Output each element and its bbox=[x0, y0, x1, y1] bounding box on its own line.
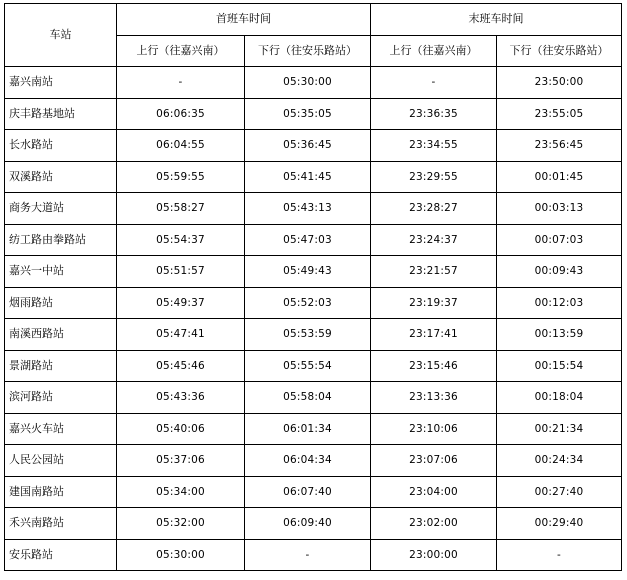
table-row bbox=[5, 256, 622, 288]
cell-last-up: 23:07:06 bbox=[371, 445, 497, 477]
cell-first-up: 05:54:37 bbox=[117, 224, 245, 256]
cell-first-up: 05:49:37 bbox=[117, 287, 245, 319]
table-row bbox=[5, 508, 622, 540]
cell-first-up: 05:45:46 bbox=[117, 350, 245, 382]
cell-last-down: 00:29:40 bbox=[497, 508, 622, 540]
cell-first-down: - bbox=[245, 539, 371, 571]
cell-station: 安乐路站 bbox=[5, 539, 117, 571]
cell-first-up: - bbox=[117, 67, 245, 99]
cell-last-up: 23:21:57 bbox=[371, 256, 497, 288]
cell-station: 嘉兴一中站 bbox=[5, 256, 117, 288]
cell-last-down: 00:12:03 bbox=[497, 287, 622, 319]
cell-first-up: 05:43:36 bbox=[117, 382, 245, 414]
cell-station: 烟雨路站 bbox=[5, 287, 117, 319]
cell-last-down: 23:50:00 bbox=[497, 67, 622, 99]
cell-first-down: 06:01:34 bbox=[245, 413, 371, 445]
cell-last-up: 23:29:55 bbox=[371, 161, 497, 193]
cell-first-down: 05:53:59 bbox=[245, 319, 371, 351]
table-row bbox=[5, 224, 622, 256]
cell-last-down: 00:09:43 bbox=[497, 256, 622, 288]
header-last-train: 末班车时间 bbox=[371, 4, 622, 36]
header-row-top bbox=[5, 4, 622, 36]
table-row bbox=[5, 130, 622, 162]
cell-first-up: 05:51:57 bbox=[117, 256, 245, 288]
cell-last-down: 00:15:54 bbox=[497, 350, 622, 382]
header-last-up: 上行（往嘉兴南） bbox=[371, 35, 497, 67]
cell-first-down: 06:04:34 bbox=[245, 445, 371, 477]
cell-last-up: 23:17:41 bbox=[371, 319, 497, 351]
cell-last-up: 23:00:00 bbox=[371, 539, 497, 571]
cell-first-up: 05:59:55 bbox=[117, 161, 245, 193]
cell-last-up: 23:13:36 bbox=[371, 382, 497, 414]
table-row bbox=[5, 445, 622, 477]
table-row bbox=[5, 98, 622, 130]
cell-last-down: 00:27:40 bbox=[497, 476, 622, 508]
cell-last-down: 00:18:04 bbox=[497, 382, 622, 414]
cell-last-up: 23:10:06 bbox=[371, 413, 497, 445]
table-row bbox=[5, 287, 622, 319]
cell-last-down: 00:03:13 bbox=[497, 193, 622, 225]
cell-first-down: 06:07:40 bbox=[245, 476, 371, 508]
cell-last-down: 00:07:03 bbox=[497, 224, 622, 256]
cell-first-up: 05:37:06 bbox=[117, 445, 245, 477]
cell-station: 庆丰路基地站 bbox=[5, 98, 117, 130]
cell-station: 纺工路由拳路站 bbox=[5, 224, 117, 256]
cell-last-up: 23:15:46 bbox=[371, 350, 497, 382]
cell-last-down: - bbox=[497, 539, 622, 571]
cell-last-up: 23:24:37 bbox=[371, 224, 497, 256]
table-row bbox=[5, 193, 622, 225]
cell-first-down: 05:55:54 bbox=[245, 350, 371, 382]
cell-first-down: 05:52:03 bbox=[245, 287, 371, 319]
cell-station: 人民公园站 bbox=[5, 445, 117, 477]
cell-station: 建国南路站 bbox=[5, 476, 117, 508]
cell-station: 长水路站 bbox=[5, 130, 117, 162]
table-row bbox=[5, 67, 622, 99]
timetable-header bbox=[5, 4, 622, 67]
cell-first-up: 06:04:55 bbox=[117, 130, 245, 162]
header-first-train: 首班车时间 bbox=[117, 4, 371, 36]
table-row bbox=[5, 476, 622, 508]
cell-station: 滨河路站 bbox=[5, 382, 117, 414]
cell-last-up: 23:34:55 bbox=[371, 130, 497, 162]
table-row bbox=[5, 161, 622, 193]
header-first-down: 下行（往安乐路站） bbox=[245, 35, 371, 67]
cell-station: 禾兴南路站 bbox=[5, 508, 117, 540]
cell-first-down: 05:30:00 bbox=[245, 67, 371, 99]
cell-first-up: 05:32:00 bbox=[117, 508, 245, 540]
cell-last-up: 23:02:00 bbox=[371, 508, 497, 540]
cell-last-down: 00:13:59 bbox=[497, 319, 622, 351]
cell-first-up: 05:40:06 bbox=[117, 413, 245, 445]
cell-first-down: 05:49:43 bbox=[245, 256, 371, 288]
cell-first-down: 05:58:04 bbox=[245, 382, 371, 414]
cell-last-down: 00:21:34 bbox=[497, 413, 622, 445]
cell-first-up: 05:30:00 bbox=[117, 539, 245, 571]
cell-last-down: 00:01:45 bbox=[497, 161, 622, 193]
cell-first-down: 05:43:13 bbox=[245, 193, 371, 225]
cell-first-up: 05:58:27 bbox=[117, 193, 245, 225]
table-row bbox=[5, 413, 622, 445]
cell-station: 嘉兴火车站 bbox=[5, 413, 117, 445]
timetable-document bbox=[4, 3, 622, 571]
header-first-up: 上行（往嘉兴南） bbox=[117, 35, 245, 67]
cell-station: 南溪西路站 bbox=[5, 319, 117, 351]
header-station: 车站 bbox=[5, 4, 117, 67]
table-row bbox=[5, 350, 622, 382]
cell-first-down: 05:35:05 bbox=[245, 98, 371, 130]
header-last-down: 下行（往安乐路站） bbox=[497, 35, 622, 67]
cell-first-down: 06:09:40 bbox=[245, 508, 371, 540]
cell-station: 嘉兴南站 bbox=[5, 67, 117, 99]
cell-first-up: 05:47:41 bbox=[117, 319, 245, 351]
cell-station: 商务大道站 bbox=[5, 193, 117, 225]
cell-last-up: 23:04:00 bbox=[371, 476, 497, 508]
timetable bbox=[4, 3, 622, 571]
cell-last-down: 00:24:34 bbox=[497, 445, 622, 477]
cell-first-down: 05:36:45 bbox=[245, 130, 371, 162]
cell-first-up: 06:06:35 bbox=[117, 98, 245, 130]
cell-station: 景湖路站 bbox=[5, 350, 117, 382]
cell-last-up: 23:19:37 bbox=[371, 287, 497, 319]
cell-first-up: 05:34:00 bbox=[117, 476, 245, 508]
cell-last-down: 23:55:05 bbox=[497, 98, 622, 130]
cell-last-up: 23:36:35 bbox=[371, 98, 497, 130]
table-row bbox=[5, 319, 622, 351]
cell-first-down: 05:41:45 bbox=[245, 161, 371, 193]
table-row bbox=[5, 382, 622, 414]
timetable-body bbox=[5, 67, 622, 571]
table-row bbox=[5, 539, 622, 571]
cell-station: 双溪路站 bbox=[5, 161, 117, 193]
cell-first-down: 05:47:03 bbox=[245, 224, 371, 256]
cell-last-up: 23:28:27 bbox=[371, 193, 497, 225]
cell-last-up: - bbox=[371, 67, 497, 99]
cell-last-down: 23:56:45 bbox=[497, 130, 622, 162]
